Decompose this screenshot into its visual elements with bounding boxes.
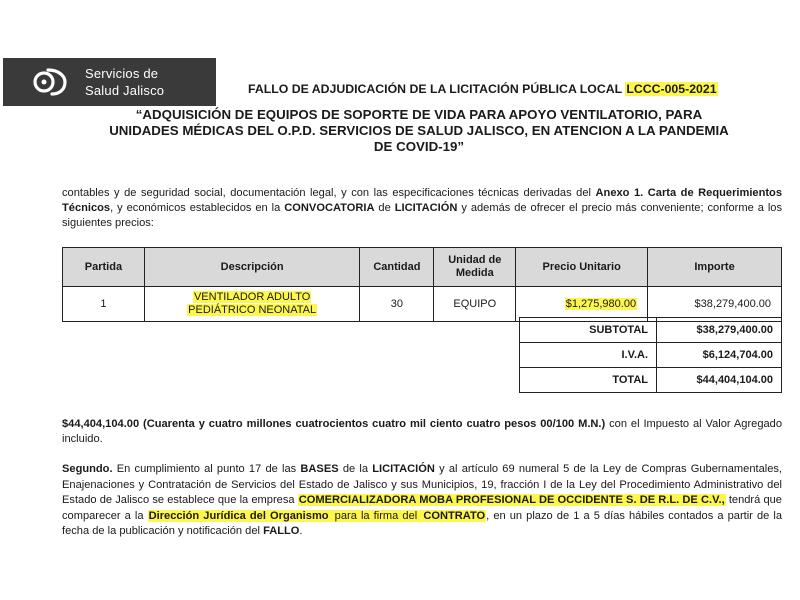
cell-unidad: EQUIPO (434, 287, 516, 322)
col-cantidad: Cantidad (360, 248, 434, 287)
fallo-code: LCCC-005-2021 (626, 82, 717, 96)
col-precio: Precio Unitario (516, 248, 648, 287)
cell-partida: 1 (63, 287, 145, 322)
subtotal-value: $38,279,400.00 (657, 318, 782, 343)
p2-text: con el Impuesto al Valor Agregado incluido. (62, 418, 783, 445)
title-line-2: UNIDADES MÉDICAS DEL O.P.D. SERVICIOS DE SALUD JALISCO, EN ATENCION A LA PANDEMIA (109, 123, 729, 138)
iva-row (520, 343, 782, 368)
p3-text-4: tendrá que comparecer a la (62, 494, 782, 522)
document-title (56, 107, 782, 155)
precio-value: $1,275,980.00 (565, 297, 637, 310)
subtotal-row (520, 318, 782, 343)
p3-text-3: y al artículo 69 numeral 5 de la Ley de Compras Gubernamentales, Enajenaciones y Contratación de Servicios del Estado de Jalisco y sus Municipios, 19, fracción I de la Ley del Procedimiento Administrativo del Estado de Jalisco se establece que la empresa (62, 463, 782, 507)
salud-jalisco-logo-icon (33, 66, 67, 98)
logo-text-line2: Salud Jalisco (85, 83, 165, 98)
fallo-heading (248, 82, 718, 96)
p1-text-1: contables y de seguridad social, documentación legal, y con las especificaciones técnicas derivadas del (62, 187, 596, 199)
title-line-1: “ADQUISICIÓN DE EQUIPOS DE SOPORTE DE VIDA PARA APOYO VENTILATORIO, PARA (135, 107, 703, 122)
total-row (520, 368, 782, 393)
iva-value: $6,124,704.00 (657, 343, 782, 368)
p3-bold-bases: BASES (300, 463, 339, 475)
p1-bold-convocatoria: CONVOCATORIA (284, 202, 375, 214)
cell-cantidad: 30 (360, 287, 434, 322)
iva-label: I.V.A. (520, 343, 657, 368)
table-header-row (63, 248, 782, 287)
paragraph-requirements (62, 186, 782, 231)
p3-bold-fallo: FALLO (263, 525, 300, 538)
p1-text-3: de (374, 202, 395, 214)
col-partida: Partida (63, 248, 145, 287)
logo-text-line1: Servicios de (85, 66, 159, 81)
p3-bold-empresa: COMERCIALIZADORA MOBA PROFESIONAL DE OCCIDENTE S. DE R.L. DE C.V., (298, 494, 725, 507)
amount-in-words: $44,404,104.00 (Cuarenta y cuatro millones cuatrocientos cuatro mil ciento cuatro pesos 00/100 M.N.) (62, 418, 606, 430)
logo (3, 58, 216, 106)
p1-text-4: y además de ofrecer el precio más conveniente; conforme a los siguientes precios: (62, 202, 782, 229)
totals-table (519, 317, 782, 393)
p3-bold-licitacion: LICITACIÓN (372, 463, 435, 475)
total-value: $44,404,104.00 (657, 368, 782, 393)
subtotal-label: SUBTOTAL (520, 318, 657, 343)
p1-text-2: , y económicos establecidos en la (110, 202, 285, 214)
p3-text-6: , en un plazo de 1 a 5 días hábiles contados a partir de la fecha de la publicación y notificación del (62, 509, 783, 538)
p3-text-1: En cumplimiento al punto 17 de las (112, 463, 301, 475)
price-table (62, 247, 782, 322)
paragraph-amount (62, 417, 782, 447)
p1-bold-anexo: Anexo 1. Carta de Requerimientos Técnicos (62, 187, 783, 214)
cell-descripcion (144, 287, 360, 322)
title-line-3: DE COVID-19” (373, 139, 465, 154)
cell-importe: $38,279,400.00 (648, 287, 782, 322)
p3-bold-segundo: Segundo. (62, 463, 113, 475)
p3-text-2: de la (338, 463, 373, 475)
p3-bold-direccion: Dirección Jurídica del Organismo (148, 509, 329, 522)
fallo-prefix: FALLO DE ADJUDICACIÓN DE LA LICITACIÓN PÚBLICA LOCAL (248, 82, 626, 96)
paragraph-segundo (62, 462, 782, 540)
col-unidad-line2: Medida (455, 267, 494, 279)
desc-line1: VENTILADOR ADULTO (193, 291, 311, 303)
total-label: TOTAL (520, 368, 657, 393)
p3-text-5: para la firma del (330, 509, 422, 522)
col-unidad (434, 248, 516, 287)
col-importe: Importe (648, 248, 782, 287)
p3-bold-contrato: CONTRATO (423, 509, 486, 522)
col-unidad-line1: Unidad de (448, 254, 502, 266)
col-descripcion: Descripción (144, 248, 360, 287)
p3-text-7: . (299, 525, 303, 538)
desc-line2: PEDIÁTRICO NEONATAL (188, 304, 317, 316)
p1-bold-licitacion: LICITACIÓN (394, 202, 458, 214)
